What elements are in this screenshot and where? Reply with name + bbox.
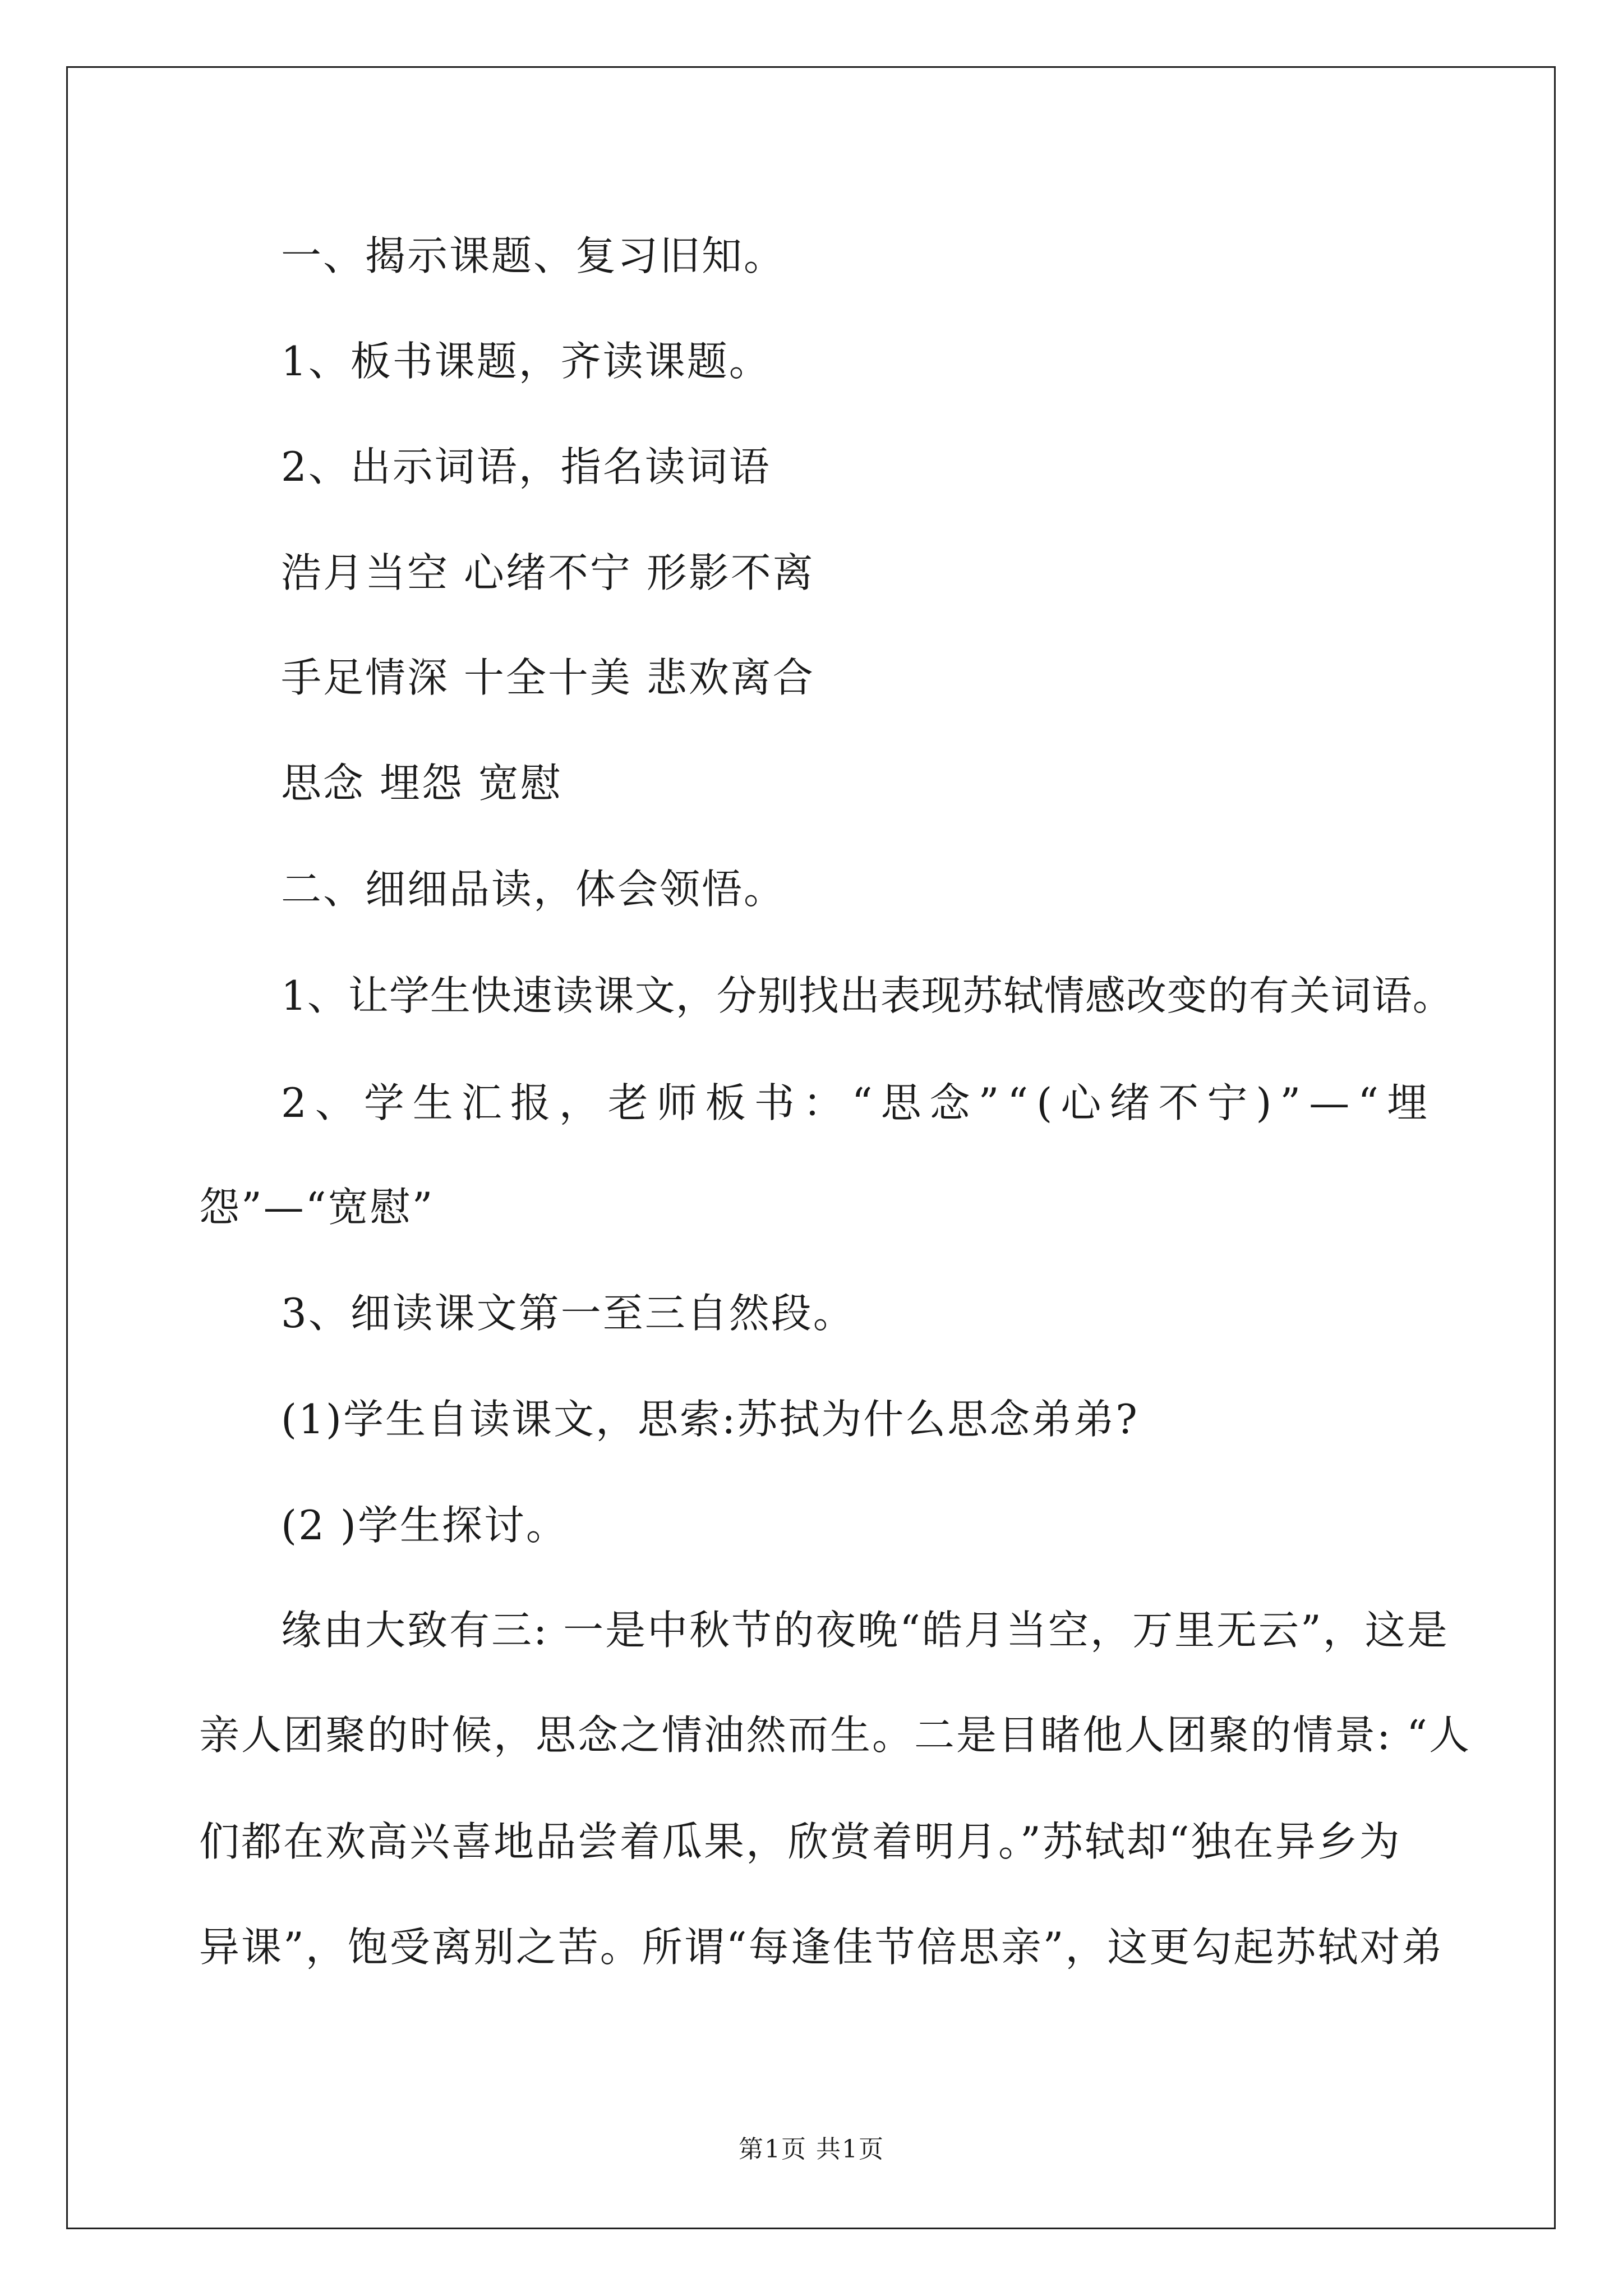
paragraph-line: (1)学生自读课文，思索:苏拭为什么思念弟弟? [281,1396,1139,1443]
paragraph-line: 1、让学生快速读课文，分别找出表现苏轼情感改变的有关词语。 [281,972,1454,1019]
paragraph-line: 2、出示词语，指名读词语 [281,443,771,490]
paragraph-line: 亲人团聚的时候，思念之情油然而生。二是目睹他人团聚的情景: “人 [199,1711,1471,1759]
heading-two: 二、细细品读，体会领悟。 [281,866,786,913]
heading-one: 一、揭示课题、复习旧知。 [281,232,786,279]
vocabulary-line: 思念 埋怨 宽慰 [281,760,562,807]
vocabulary-line: 手足情深 十全十美 悲欢离合 [281,654,815,701]
vocabulary-line: 浩月当空 心绪不宁 形影不离 [281,549,815,596]
paragraph-line: 缘由大致有三: 一是中秋节的夜晚“皓月当空，万里无云”，这是 [281,1607,1449,1654]
paragraph-line: 3、细读课文第一至三自然段。 [281,1290,855,1337]
paragraph-line: 1、板书课题，齐读课题。 [281,338,771,385]
paragraph-line: 2、学生汇报，老师板书：“思念”“(心绪不宁)”—“埋 [281,1079,1436,1126]
page-border [66,66,1556,2229]
paragraph-line: 们都在欢高兴喜地品尝着瓜果，欣赏着明月。”苏轼却“独在异乡为 [199,1818,1401,1865]
paragraph-line: 怨”—“宽慰” [199,1184,435,1231]
paragraph-line: 异课”，饱受离别之苦。所谓“每逢佳节倍思亲”，这更勾起苏轼对弟 [199,1924,1444,1971]
page-number-footer: 第1页 共1页 [739,2135,884,2164]
paragraph-line: (2 )学生探讨。 [281,1502,568,1549]
